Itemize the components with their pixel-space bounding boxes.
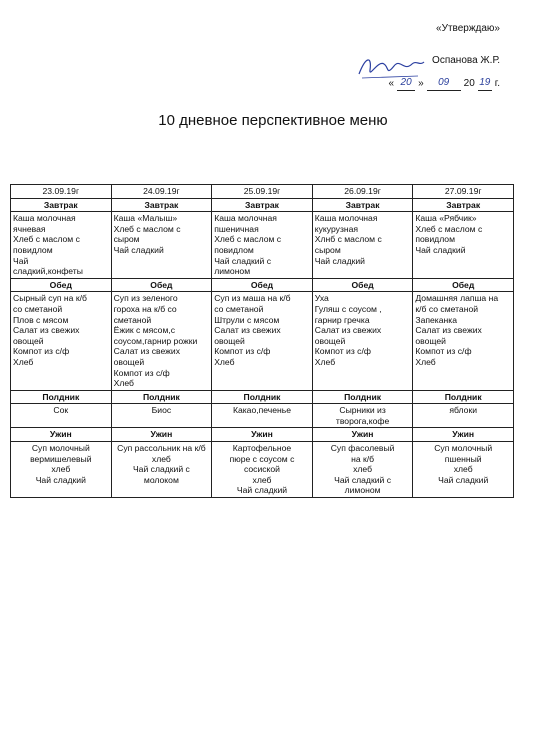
- date-month: 09: [427, 76, 461, 91]
- dish-line: Суп фасолевый: [330, 443, 395, 454]
- dish-line: сосиской: [243, 464, 280, 475]
- meal-label: Ужин: [111, 428, 212, 442]
- menu-cell: [413, 442, 514, 498]
- meal-header-row: [11, 198, 514, 212]
- dish-line: Хлеб с маслом с: [13, 234, 80, 245]
- dish-line: Чай сладкий: [314, 255, 365, 266]
- menu-content-row: [11, 442, 514, 498]
- dish-line: Какао,печенье: [232, 405, 292, 416]
- dish-line: со сметаной: [214, 303, 264, 314]
- dish-line: на к/б: [351, 453, 375, 464]
- dish-line: Чай сладкий с: [132, 464, 190, 475]
- dish-line: лимоном: [344, 485, 381, 496]
- dish-line: повидлом: [415, 234, 455, 245]
- dish-line: гарнир гречка: [314, 314, 370, 325]
- meal-label: Ужин: [413, 428, 514, 442]
- menu-content-row: [11, 404, 514, 428]
- dish-line: Компот из с/ф: [13, 346, 70, 357]
- meal-label: Полдник: [413, 390, 514, 404]
- dish-line: Каша «Малыш»: [113, 213, 178, 224]
- dish-line: Суп молочный: [31, 443, 90, 454]
- meal-header-row: [11, 278, 514, 292]
- dish-line: Хлеб с маслом с: [113, 223, 181, 234]
- dish-line: Чай сладкий: [236, 485, 288, 496]
- meal-label: Завтрак: [111, 198, 212, 212]
- dish-line: ячневая: [13, 223, 46, 234]
- dish-line: Хлеб с маслом с: [214, 234, 282, 245]
- dish-line: Хлеб: [415, 356, 436, 367]
- dish-line: сладкий,конфеты: [13, 266, 83, 277]
- dish-line: Чай сладкий: [415, 244, 466, 255]
- dish-line: Каша молочная: [214, 213, 277, 224]
- dish-line: Чай сладкий: [35, 474, 86, 485]
- page-title: 10 дневное перспективное меню: [158, 112, 388, 129]
- dish-line: Каша «Рябчик»: [415, 213, 477, 224]
- dish-line: хлеб: [252, 474, 272, 485]
- meal-label: Полдник: [111, 390, 212, 404]
- dish-line: Биос: [151, 405, 172, 416]
- meal-label: Обед: [111, 278, 212, 292]
- dish-line: Ёжик с мясом,с: [113, 325, 176, 336]
- dish-line: Чай сладкий с: [334, 474, 391, 485]
- menu-cell: [413, 292, 514, 390]
- dish-line: Компот из с/ф: [113, 367, 170, 378]
- dish-line: овощей: [113, 356, 145, 367]
- dish-line: Салат из свежих: [113, 346, 181, 357]
- dish-line: овощей: [214, 335, 245, 346]
- approval-label: «Утверждаю»: [436, 23, 500, 34]
- dish-line: пюре с соусом с: [229, 453, 295, 464]
- menu-cell: [111, 442, 212, 498]
- dish-line: овощей: [13, 335, 44, 346]
- meal-label: Ужин: [212, 428, 313, 442]
- menu-cell: [212, 404, 313, 428]
- menu-cell: [11, 292, 112, 390]
- dish-line: сыром: [113, 234, 140, 245]
- meal-header-row: [11, 390, 514, 404]
- dish-line: Хлеб: [214, 356, 235, 367]
- day-header-row: [11, 185, 514, 199]
- dish-line: сыром: [314, 244, 341, 255]
- dish-line: повидлом: [214, 244, 254, 255]
- approver-name: Оспанова Ж.Р.: [432, 55, 500, 66]
- meal-label: Завтрак: [312, 198, 413, 212]
- day-header: 23.09.19г: [11, 185, 112, 199]
- menu-cell: [312, 442, 413, 498]
- dish-line: Суп из зеленого: [113, 293, 178, 304]
- dish-line: Хлеб: [13, 356, 34, 367]
- day-header: 26.09.19г: [312, 185, 413, 199]
- meal-label: Завтрак: [413, 198, 514, 212]
- meal-label: Полдник: [11, 390, 112, 404]
- meal-label: Полдник: [312, 390, 413, 404]
- dish-line: Чай сладкий с: [214, 255, 272, 266]
- dish-line: Хлеб с маслом с: [415, 223, 483, 234]
- date-day: 20: [397, 76, 415, 91]
- dish-line: Чай сладкий: [113, 244, 164, 255]
- dish-line: Суп молочный: [434, 443, 493, 454]
- dish-line: Каша молочная: [314, 213, 378, 224]
- dish-line: со сметаной: [13, 303, 63, 314]
- day-header: 27.09.19г: [413, 185, 514, 199]
- dish-line: сметаной: [113, 314, 152, 325]
- meal-header-row: [11, 428, 514, 442]
- dish-line: Хлеб: [314, 356, 336, 367]
- dish-line: соусом,гарнир рожки: [113, 335, 198, 346]
- menu-cell: [413, 212, 514, 279]
- dish-line: Уха: [314, 293, 329, 304]
- dish-line: Хлеб: [113, 378, 134, 389]
- menu-cell: [212, 442, 313, 498]
- date-year-prefix: 20: [463, 78, 475, 89]
- day-header: 24.09.19г: [111, 185, 212, 199]
- dish-line: Компот из с/ф: [415, 346, 472, 357]
- dish-line: хлеб: [453, 464, 473, 475]
- dish-line: пшенный: [444, 453, 482, 464]
- menu-cell: [11, 442, 112, 498]
- menu-cell: [111, 404, 212, 428]
- dish-line: Компот из с/ф: [314, 346, 371, 357]
- dish-line: пшеничная: [214, 223, 259, 234]
- dish-line: лимоном: [214, 266, 251, 277]
- dish-line: овощей: [415, 335, 446, 346]
- dish-line: Суп из маша на к/б: [214, 293, 291, 304]
- dish-line: Чай: [13, 255, 29, 266]
- dish-line: хлеб: [151, 453, 171, 464]
- dish-line: Салат из свежих: [13, 325, 80, 336]
- dish-line: Сок: [53, 405, 69, 416]
- dish-line: яблоки: [449, 405, 477, 416]
- menu-cell: [11, 212, 112, 279]
- dish-line: молоком: [143, 474, 179, 485]
- dish-line: Плов с мясом: [13, 314, 69, 325]
- menu-cell: [312, 404, 413, 428]
- dish-line: Каша молочная: [13, 213, 76, 224]
- meal-label: Завтрак: [212, 198, 313, 212]
- menu-cell: [111, 292, 212, 390]
- menu-cell: [212, 292, 313, 390]
- dish-line: Картофельное: [232, 443, 292, 454]
- meal-label: Ужин: [11, 428, 112, 442]
- day-header: 25.09.19г: [212, 185, 313, 199]
- dish-line: к/б со сметаной: [415, 303, 479, 314]
- dish-line: хлеб: [51, 464, 71, 475]
- dish-line: Запеканка: [415, 314, 457, 325]
- approval-date: « 20 » 09 20 19 г.: [388, 77, 500, 89]
- meal-label: Ужин: [312, 428, 413, 442]
- menu-content-row: [11, 292, 514, 390]
- dish-line: гороха на к/б со: [113, 303, 177, 314]
- menu-cell: [413, 404, 514, 428]
- menu-cell: [212, 212, 313, 279]
- meal-label: Обед: [11, 278, 112, 292]
- dish-line: Сырный суп на к/б: [13, 293, 87, 304]
- meal-label: Обед: [413, 278, 514, 292]
- signature-icon: [356, 52, 426, 82]
- dish-line: кукурузная: [314, 223, 359, 234]
- menu-cell: [312, 292, 413, 390]
- dish-line: Салат из свежих: [314, 325, 382, 336]
- menu-cell: [312, 212, 413, 279]
- dish-line: творога,кофе: [335, 415, 390, 426]
- dish-line: Суп рассольник на к/б: [117, 443, 206, 454]
- dish-line: Салат из свежих: [214, 325, 281, 336]
- menu-cell: [11, 404, 112, 428]
- menu-table: [10, 184, 514, 498]
- dish-line: Сырники из: [339, 405, 386, 416]
- dish-line: Компот из с/ф: [214, 346, 271, 357]
- dish-line: овощей: [314, 335, 346, 346]
- meal-label: Завтрак: [11, 198, 112, 212]
- dish-line: Гуляш с соусом ,: [314, 303, 382, 314]
- dish-line: Хлнб с маслом с: [314, 234, 382, 245]
- date-year-suffix: 19: [478, 76, 492, 91]
- dish-line: вермишелевый: [30, 453, 92, 464]
- dish-line: хлеб: [353, 464, 373, 475]
- dish-line: Салат из свежих: [415, 325, 482, 336]
- menu-cell: [111, 212, 212, 279]
- meal-label: Обед: [212, 278, 313, 292]
- meal-label: Обед: [312, 278, 413, 292]
- dish-line: Штрули с мясом: [214, 314, 280, 325]
- dish-line: Чай сладкий: [438, 474, 489, 485]
- dish-line: повидлом: [13, 244, 53, 255]
- menu-content-row: [11, 212, 514, 279]
- date-end: г.: [494, 78, 500, 89]
- meal-label: Полдник: [212, 390, 313, 404]
- dish-line: Домашняя лапша на: [415, 293, 499, 304]
